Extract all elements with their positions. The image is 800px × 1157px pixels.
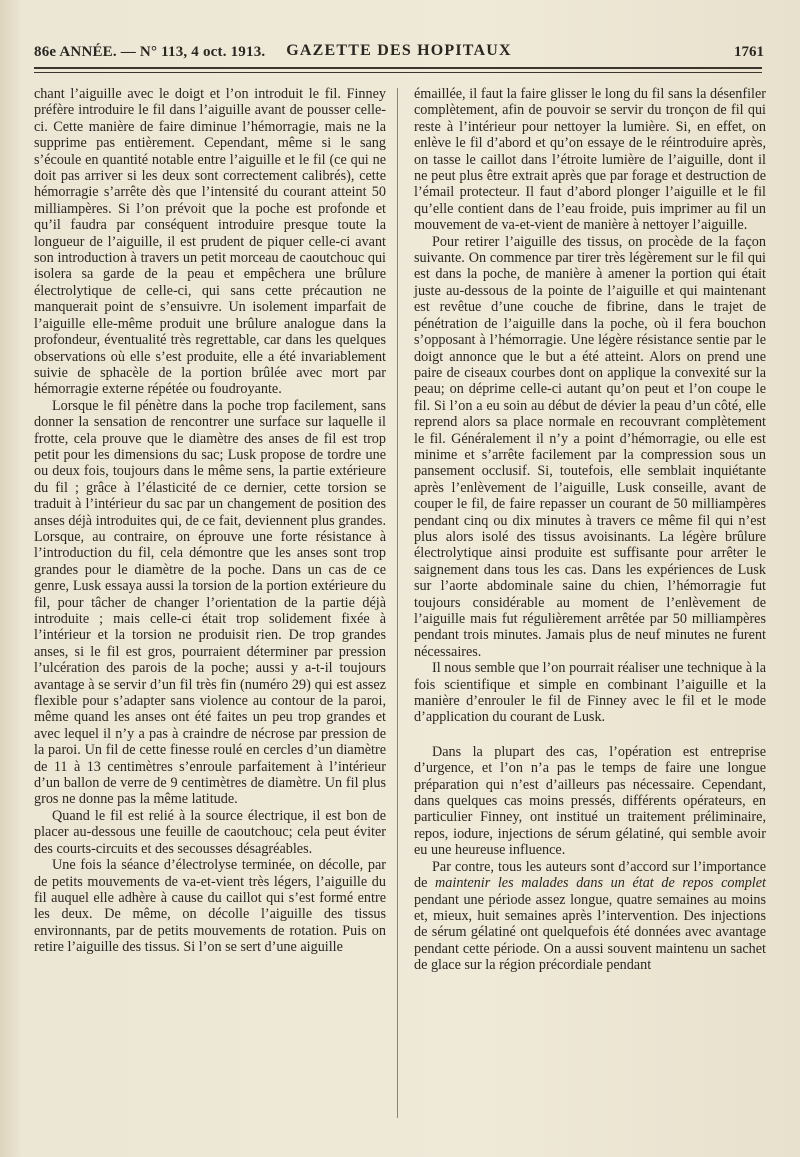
- paragraph: Il nous semble que l’on pourrait réaliser une technique à la fois scientifique et simple en combinant l’aiguille et la manière d’enrouler le fil de Finney avec le fil et le mode d’application du courant de Lusk.: [414, 660, 766, 726]
- page-number: 1761: [734, 44, 764, 60]
- paragraph: Une fois la séance d’électrolyse terminée, on décolle, par de petits mouvements de va-et-vient très légers, l’aiguille du fil auquel elle adhère à cause du caillot qui s’est formé entre les deux. De même, on décolle l’aiguille des tissus environnants, par de petits mouvements de rotation. Puis on retire l’aiguille des tissus. Si l’on se sert d’une aiguille: [34, 857, 386, 956]
- running-header: [34, 40, 764, 64]
- text-run: Par contre, tous les auteurs sont d’accord sur l’importance de: [414, 858, 766, 892]
- column-divider: [397, 88, 398, 1118]
- text-run: pendant une période assez longue, quatre semaines au moins et, mieux, huit semaines après l’intervention. Des injections de sérum gélatiné ont quelquefois été données avec avantage pendant cette période. On a aussi souvent maintenu un sachet de glace sur la région précordiale pendant: [414, 891, 766, 974]
- paragraph: Quand le fil est relié à la source électrique, il est bon de placer au-dessous une feuille de caoutchouc; cela peut éviter des courts-circuits et des secousses désagréables.: [34, 807, 386, 857]
- paragraph: émaillée, il faut la faire glisser le long du fil sans la désenfiler complètement, afin de pouvoir se servir du tronçon de fil qui reste à l’intérieur pour nettoyer la lumière. Si, en effet, on enlève le fil d’abord et qu’on essaye de le réintroduire après, on tasse le caillot dans l’étroite lumière de l’aiguille, dont il ne peut plus être extrait après que par forage et destruction de l’émail protecteur. Il faut d’abord plonger l’aiguille et le fil qu’elle contient dans de l’eau froide, puis imprimer au fil un mouvement de va-et-vient de manière à nettoyer l’aiguille.: [414, 86, 766, 234]
- paragraph-emphasis: [414, 859, 766, 974]
- paragraph: Pour retirer l’aiguille des tissus, on procède de la façon suivante. On commence par tirer très légèrement sur le fil qui est dans la poche, de manière à amener la portion qui était juste au-dessous de la pointe de l’aiguille et qui maintenant est revêtue d’une couche de fibrine, dans le trajet de pénétration de l’aiguille dans la poche, où il fera bouchon s’opposant à l’hémorragie. Une légère résistance sentie par le doigt annonce que le but a été atteint. Alors on prend une paire de ciseaux courbes dont on applique la convexité sur la peau; on déprime celle-ci autant qu’on peut et l’on coupe le fil. Si l’on a eu soin au début de dévier la peau d’un côté, elle reprend alors sa place normale en recouvrant complètement le fil. Généralement il n’y a point d’hémorragie, ou elle est minime et s’arrête facilement par la compression sous un pansement occlusif. Si, toutefois, elle semblait inquiétante après l’enlèvement de l’aiguille, Lusk conseille, avant de couper le fil, de faire repasser un courant de 50 milliampères pendant cinq ou dix minutes à travers ce même fil qui n’est plus alors isolé des tissus avoisinants. La légère brûlure électrolytique ainsi produite est suffisante pour arrêter le saignement dans tous les cas. Dans les expériences de Lusk sur l’aorte abdominale saine du chien, l’hémorragie fut toujours considérable au moment de l’enlèvement de l’aiguille mais fut régulièrement arrêtée par 50 milliampères pendant trois minutes. Jamais plus de neuf minutes ne furent nécessaires.: [414, 233, 766, 660]
- issue-info: 86e ANNÉE. — N° 113, 4 oct. 1913.: [34, 44, 266, 60]
- paragraph: Lorsque le fil pénètre dans la poche trop facilement, sans donner la sensation de rencontrer une surface sur laquelle il frotte, cela prouve que le diamètre des anses de fil est trop petit pour les dimensions du sac; Lusk propose de tordre une ou deux fois, toujours dans le même sens, la partie extérieure du fil ; grâce à l’élasticité de ce dernier, cette torsion se traduit à l’intérieur du sac par un changement de position des anses déjà introduites qui, de ce fait, deviennent plus grandes. Lorsque, au contraire, on éprouve une forte résistance à l’introduction du fil, cela démontre que les anses sont trop grandes pour le diamètre de la poche. Dans un cas de ce genre, Lusk essaya aussi la torsion de la portion extérieure du fil, pour tâcher de changer l’orientation de la partie déjà introduite ; mais celle-ci était trop solidement fixée à l’intérieur et la torsion ne produisit rien. De trop grandes anses, si le fil est gros, pourraient déterminer par pression l’ulcération des parois de la poche; aussi y a-t-il toujours avantage à se servir d’un fil très fin (numéro 29) qui est assez flexible pour s’adapter sans violence au contour de la paroi, même quand les anses ont été faites un peu trop grandes et avec lequel il n’y a pas à craindre de nécrose par pression de la paroi. Un fil de cette finesse roulé en cercles d’un diamètre de 11 à 13 centimètres s’enroule parfaitement à l’intérieur d’un ballon de verre de 9 centimètres de diamètre. Un fil plus gros ne donne pas la même latitude.: [34, 397, 386, 808]
- right-column: [414, 86, 766, 974]
- header-rule-thick: [34, 67, 762, 69]
- header-rule-thin: [34, 72, 762, 73]
- paragraph: chant l’aiguille avec le doigt et l’on introduit le fil. Finney préfère introduire le fil dans l’aiguille avant de pousser celle-ci. Cette manière de faire diminue l’hémorragie, mais ne la supprime pas entièrement. Cependant, même si le sang s’écoule en quantité notable entre l’aiguille et le fil (ce qui ne doit pas arriver si les deux sont correctement calibrés), cette hémorragie s’arrête dès que l’intensité du courant atteint 50 milliampères. Si l’on prévoit que la poche est profonde et qu’il faudra par conséquent introduire presque toute la longueur de l’aiguille, il est prudent de piquer celle-ci avant son introduction à travers un petit morceau de caoutchouc qui isolera sa garde de la peau et empêchera une brûlure électrolytique de celle-ci, qui sans cette précaution ne manquerait point de s’ensuivre. Un isolement imparfait de l’aiguille elle-même produit une brûlure analogue dans la profondeur, éventualité très regrettable, car dans les quelques observations où elle s’est produite, elle a été invariablement suivie de sphacèle de la portion brûlée avec mort par hémorragie externe répétée ou foudroyante.: [34, 86, 386, 398]
- italic-phrase: maintenir les malades dans un état de repos complet: [435, 875, 766, 892]
- journal-title: GAZETTE DES HOPITAUX: [286, 42, 512, 59]
- left-column: [34, 86, 386, 956]
- paragraph: Dans la plupart des cas, l’opération est entreprise d’urgence, et l’on n’a pas le temps de faire une longue préparation qui n’est d’ailleurs pas nécessaire. Cependant, dans quelques cas moins pressés, différents opérateurs, en particulier Finney, ont institué un traitement préliminaire, repos, iodure, injections de sérum gélatiné, qui semble avoir eu une heureuse influence.: [414, 743, 766, 859]
